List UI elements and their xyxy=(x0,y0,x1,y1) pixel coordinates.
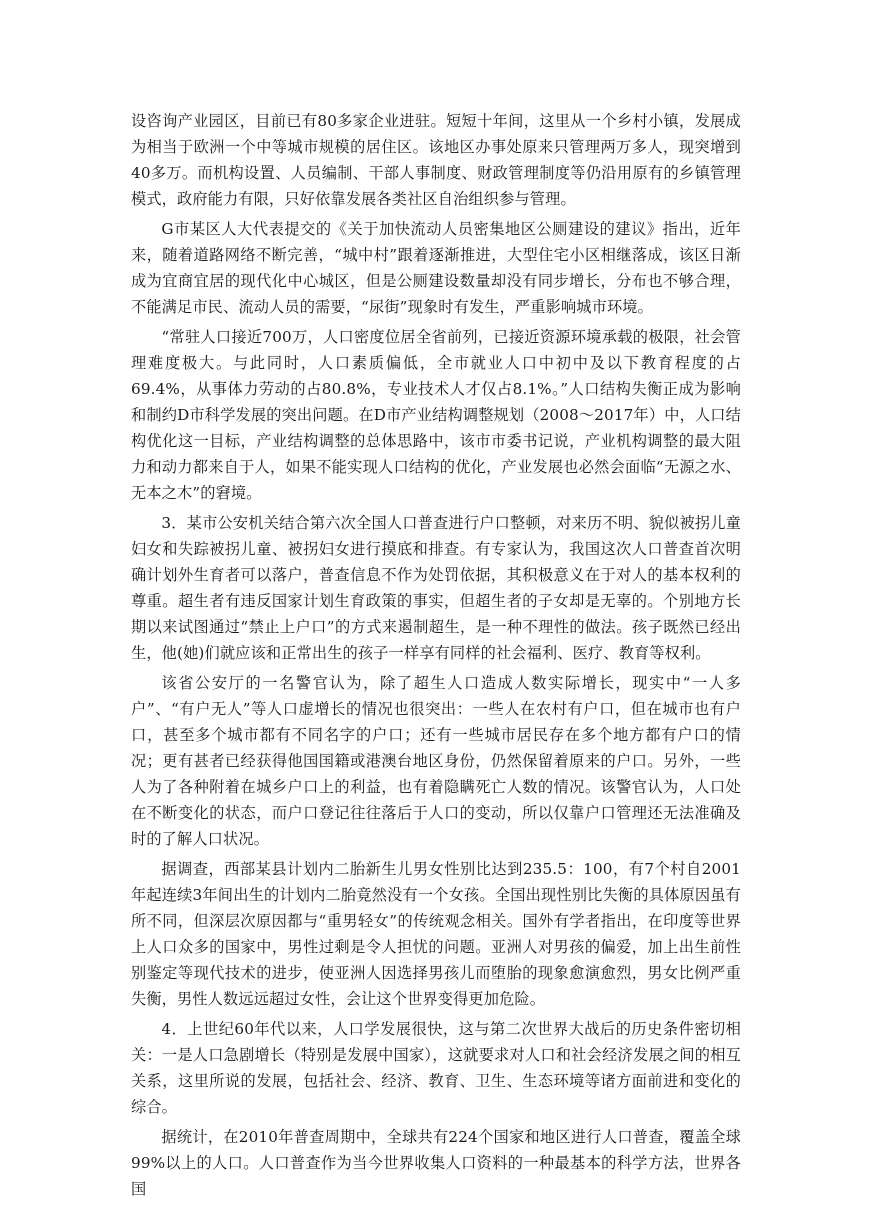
paragraph: 4．上世纪60年代以来，人口学发展很快，这与第二次世界大战后的历史条件密切相关：一是人口急剧增长（特别是发展中国家），这就要求对人口和社会经济发展之间的相互关系，这里所说的发展，包括社会、经济、教育、卫生、生态环境等诸方面前进和变化的综合。 xyxy=(131,1020,741,1116)
paragraph: “常驻人口接近700万，人口密度位居全省前列，已接近资源环境承载的极限，社会管理难度极大。与此同时，人口素质偏低，全市就业人口中初中及以下教育程度的占69.4%，从事体力劳动的占80.8%，专业技术人才仅占8.1%。”人口结构失衡正成为影响和制约D市科学发展的突出问题。在D市产业结构调整规划（2008～2017年）中，人口结构优化这一目标，产业结构调整的总体思路中，该市市委书记说，产业机构调整的最大阻力和动力都来自于人，如果不能实现人口结构的优化，产业发展也必然会面临“无源之水、无本之木”的窘境。 xyxy=(131,328,741,502)
paragraph: 据调查，西部某县计划内二胎新生儿男女性别比达到235.5：100，有7个村自2001年起连续3年间出生的计划内二胎竟然没有一个女孩。全国出现性别比失衡的具体原因虽有所不同，但深层次原因都与“重男轻女”的传统观念相关。国外有学者指出，在印度等世界上人口众多的国家中，男性过剩是令人担忧的问题。亚洲人对男孩的偏爱，加上出生前性别鉴定等现代技术的进步，使亚洲人因选择男孩儿而堕胎的现象愈演愈烈，男女比例严重失衡，男性人数远远超过女性，会让这个世界变得更加危险。 xyxy=(131,860,741,1008)
paragraph: G市某区人大代表提交的《关于加快流动人员密集地区公厕建设的建议》指出，近年来，随着道路网络不断完善，“城中村”跟着逐渐推进，大型住宅小区相继落成，该区日渐成为宜商宜居的现代化中心城区，但是公厕建设数量却没有同步增长，分布也不够合理，不能满足市民、流动人员的需要，“尿街”现象时有发生，严重影响城市环境。 xyxy=(131,220,741,316)
paragraph: 3．某市公安机关结合第六次全国人口普查进行户口整顿，对来历不明、貌似被拐儿童妇女和失踪被拐儿童、被拐妇女进行摸底和排查。有专家认为，我国这次人口普查首次明确计划外生育者可以落户，普查信息不作为处罚依据，其积极意义在于对人的基本权利的尊重。超生者有违反国家计划生育政策的事实，但超生者的子女却是无辜的。个别地方长期以来试图通过“禁止上户口”的方式来遏制超生，是一种不理性的做法。孩子既然已经出生，他(她)们就应该和正常出生的孩子一样享有同样的社会福利、医疗、教育等权利。 xyxy=(131,514,741,662)
paragraph: 设咨询产业园区，目前已有80多家企业进驻。短短十年间，这里从一个乡村小镇，发展成为相当于欧洲一个中等城市规模的居住区。该地区办事处原来只管理两万多人，现突增到40多万。而机构设置、人员编制、干部人事制度、财政管理制度等仍沿用原有的乡镇管理模式，政府能力有限，只好依靠发展各类社区自治组织参与管理。 xyxy=(131,112,741,208)
document-body xyxy=(131,108,741,1206)
paragraph: 据统计，在2010年普查周期中，全球共有224个国家和地区进行人口普查，覆盖全球99%以上的人口。人口普查作为当今世界收集人口资料的一种最基本的科学方法，世界各国 xyxy=(131,1128,741,1198)
paragraph: 该省公安厅的一名警官认为，除了超生人口造成人数实际增长，现实中“一人多户”、“有户无人”等人口虚增长的情况也很突出：一些人在农村有户口，但在城市也有户口，甚至多个城市都有不同名字的户口；还有一些城市居民存在多个地方都有户口的情况；更有甚者已经获得他国国籍或港澳台地区身份，仍然保留着原来的户口。另外，一些人为了各种附着在城乡户口上的利益，也有着隐瞒死亡人数的情况。该警官认为，人口处在不断变化的状态，而户口登记往往落后于人口的变动，所以仅靠户口管理还无法准确及时的了解人口状况。 xyxy=(131,674,741,848)
